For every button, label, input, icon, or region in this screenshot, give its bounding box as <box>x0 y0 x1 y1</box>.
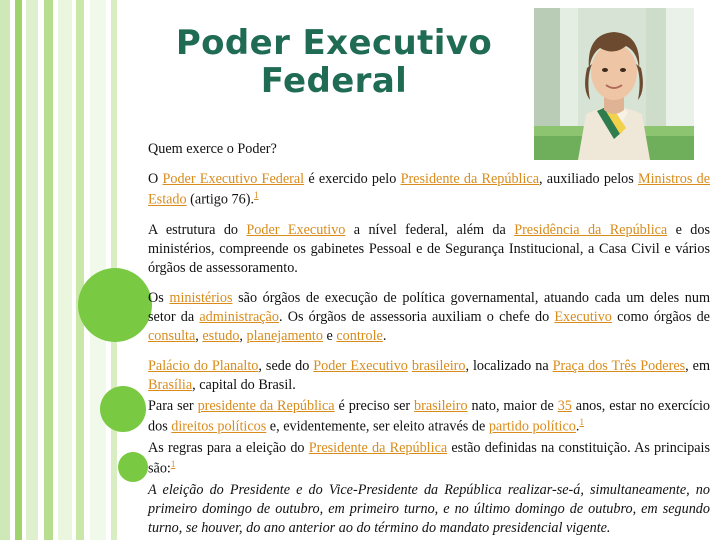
paragraph-6 <box>148 439 710 479</box>
text-fragment: e <box>322 327 337 344</box>
text-fragment: e dos ministérios, compreende os gabinetes Pessoal e de Segurança Institucional, a Casa Civil e vários órgãos de assessoramento. <box>148 221 710 276</box>
text-fragment: Para ser <box>148 398 198 415</box>
text-fragment: A estrutura do <box>148 221 247 238</box>
text-fragment: Os <box>148 289 170 306</box>
text-fragment: é exercido pelo <box>304 171 401 188</box>
paragraph-4 <box>148 357 710 395</box>
link-brasilia[interactable]: Brasília <box>148 377 193 394</box>
paragraph-1 <box>148 170 710 210</box>
page-title <box>148 24 520 100</box>
paragraph-5 <box>148 397 710 437</box>
text-fragment: O <box>148 171 163 188</box>
stripe <box>58 0 72 540</box>
footnote-ref-3[interactable]: 1 <box>170 458 176 469</box>
text-fragment: As regras para a eleição do <box>148 439 309 456</box>
stripe <box>76 0 84 540</box>
slide-body <box>148 140 710 540</box>
link-administracao[interactable]: administração <box>199 308 279 325</box>
small-circle-decoration <box>118 452 148 482</box>
intro-question: Quem exerce o Poder? <box>148 141 277 157</box>
president-portrait <box>534 8 694 160</box>
link-palacio-do-planalto[interactable]: Palácio do Planalto <box>148 358 259 375</box>
link-brasileiro-2[interactable]: brasileiro <box>414 398 468 415</box>
stripe <box>26 0 38 540</box>
link-poder-executivo-federal[interactable]: Poder Executivo Federal <box>162 171 305 188</box>
paragraph-3 <box>148 289 710 346</box>
text-fragment: estão definidas na constituição. As principais são: <box>148 439 710 477</box>
link-presidente-da-republica-2[interactable]: presidente da República <box>197 398 335 415</box>
text-fragment: , capital do Brasil. <box>192 377 296 394</box>
text-fragment: , <box>239 327 247 344</box>
text-fragment: , <box>195 327 203 344</box>
page-title-line1: Poder Executivo <box>175 23 493 63</box>
link-planejamento[interactable]: planejamento <box>246 327 323 344</box>
link-presidente-da-republica-3[interactable]: Presidente da República <box>308 439 448 456</box>
link-ministerios[interactable]: ministérios <box>169 289 233 306</box>
text-fragment: , localizado na <box>465 358 553 375</box>
text-fragment: anos, estar no exercício dos <box>148 398 710 435</box>
footnote-ref-1[interactable]: 1 <box>254 190 259 201</box>
large-circle-decoration <box>78 268 152 342</box>
link-presidencia-da-republica[interactable]: Presidência da República <box>514 221 668 238</box>
text-fragment: como órgãos de <box>611 308 710 325</box>
text-fragment: . <box>575 418 580 435</box>
text-fragment: , auxiliado pelos <box>539 171 638 188</box>
link-estudo[interactable]: estudo <box>202 327 240 344</box>
link-poder-executivo[interactable]: Poder Executivo <box>246 221 346 238</box>
link-direitos-politicos[interactable]: direitos políticos <box>171 418 267 435</box>
link-consulta[interactable]: consulta <box>148 327 196 344</box>
text-fragment: a nível federal, além da <box>345 221 515 238</box>
stripe <box>44 0 53 540</box>
link-ministros-de-estado[interactable]: Ministros de Estado <box>148 171 711 208</box>
footnote-ref-2[interactable]: 1 <box>579 417 584 428</box>
paragraph-7-quote: A eleição do Presidente e do Vice-Presidente da República realizar-se-á, simultaneamente, no primeiro domingo de outubro, em primeiro turno, e no último domingo de outubro, em segundo turno, se houver, do ano anterior ao do término do mandato presidencial vigente. <box>148 481 710 536</box>
portrait-illustration <box>534 8 694 160</box>
link-brasileiro[interactable]: brasileiro <box>411 358 466 375</box>
link-presidente-da-republica[interactable]: Presidente da República <box>400 171 540 188</box>
text-fragment: . Os órgãos de assessoria auxiliam o chefe do <box>278 308 555 325</box>
text-fragment: é preciso ser <box>334 398 415 415</box>
link-partido-politico[interactable]: partido político <box>488 418 576 435</box>
page-title-line2: Federal <box>260 61 408 102</box>
link-controle[interactable]: controle <box>336 327 383 344</box>
text-fragment: nato, maior de <box>467 398 558 415</box>
medium-circle-decoration <box>100 386 146 432</box>
paragraph-2 <box>148 221 710 278</box>
text-fragment: , sede do <box>258 358 314 375</box>
stripe <box>15 0 22 540</box>
text-fragment: , em <box>685 358 711 375</box>
link-poder-executivo-2[interactable]: Poder Executivo <box>313 358 408 375</box>
link-executivo[interactable]: Executivo <box>554 308 612 325</box>
link-praca-dos-tres-poderes[interactable]: Praça dos Três Poderes <box>552 358 686 375</box>
text-fragment: e, evidentemente, ser eleito através de <box>266 418 489 435</box>
stripe <box>0 0 10 540</box>
link-35[interactable]: 35 <box>557 398 572 415</box>
text-fragment: (artigo 76). <box>186 191 254 208</box>
text-fragment: . <box>382 327 387 344</box>
text-fragment: são órgãos de execução de política governamental, atuando cada um deles num setor da <box>148 289 710 325</box>
